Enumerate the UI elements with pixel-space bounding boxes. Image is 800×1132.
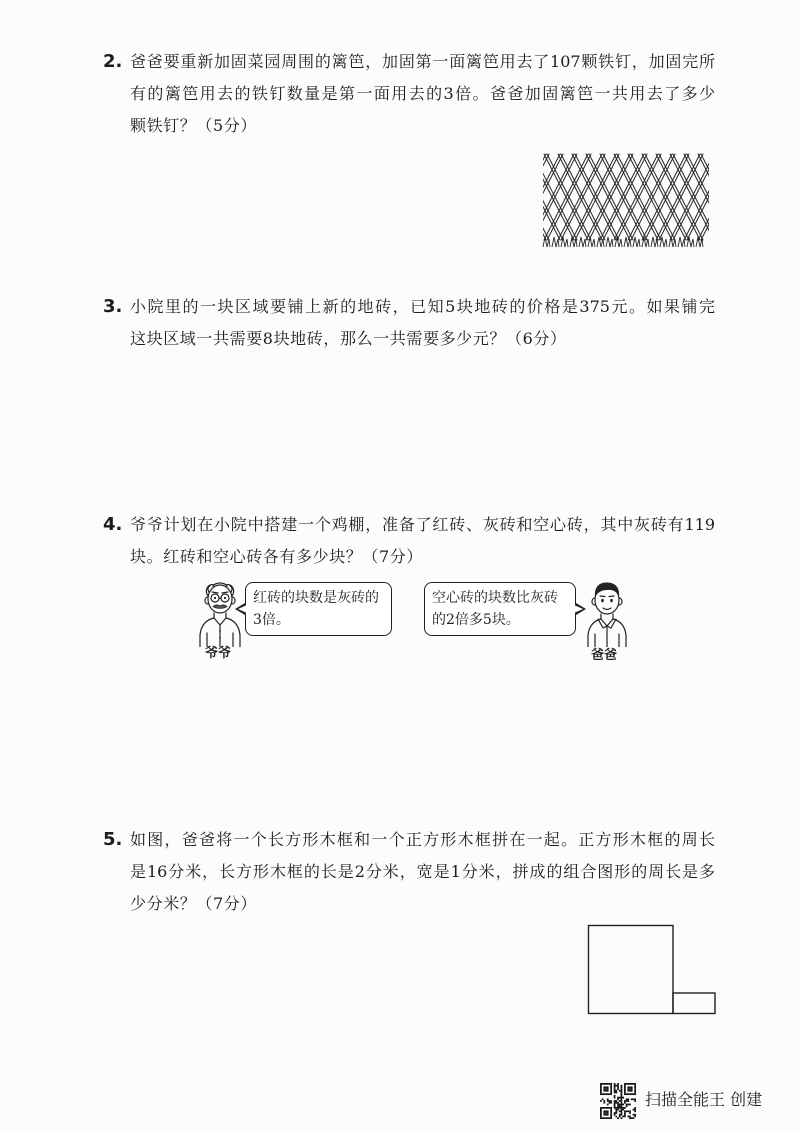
- question-4-number: 4.: [103, 514, 123, 535]
- dad-icon: [584, 577, 630, 647]
- question-5-line-1: 如图，爸爸将一个长方形木框和一个正方形木框拼在一起。正方形木框的周长: [130, 830, 715, 849]
- scanner-watermark-text: 扫描全能王 创建: [645, 1090, 763, 1109]
- rectangle-frame: [673, 993, 715, 1014]
- question-4-line-2: 块。红砖和空心砖各有多少块？（7分）: [130, 547, 423, 566]
- question-3-line-1: 小院里的一块区域要铺上新的地砖，已知5块地砖的价格是375元。如果铺完: [130, 297, 715, 316]
- question-2-line-2: 有的篱笆用去的铁钉数量是第一面用去的3倍。爸爸加固篱笆一共用去了多少: [130, 84, 715, 103]
- question-4-line-1: 爷爷计划在小院中搭建一个鸡棚，准备了红砖、灰砖和空心砖，其中灰砖有119: [130, 515, 715, 534]
- dad-label: 爸爸: [591, 648, 618, 663]
- dad-speech-line-1: 空心砖的块数比灰砖: [432, 590, 558, 606]
- question-3-text: [130, 291, 715, 355]
- question-4-text: [130, 509, 715, 573]
- fence-illustration-icon: [540, 148, 712, 248]
- question-5-number: 5.: [103, 829, 123, 850]
- question-2-number: 2.: [103, 51, 123, 72]
- question-2-line-1: 爸爸要重新加固菜园周围的篱笆，加固第一面篱笆用去了107颗铁钉，加固完所: [130, 52, 715, 71]
- dad-speech-line-2: 的2倍多5块。: [432, 612, 520, 628]
- question-5-text: [130, 824, 715, 920]
- question-3-line-2: 这块区域一共需要8块地砖，那么一共需要多少元？（6分）: [130, 329, 567, 348]
- question-3-number: 3.: [103, 296, 123, 317]
- grandpa-label: 爷爷: [205, 646, 232, 661]
- dad-speech-bubble: [424, 582, 576, 636]
- grandpa-speech-line-2: 3倍。: [253, 612, 290, 628]
- question-5-line-3: 少分米？（7分）: [130, 894, 257, 913]
- grandpa-speech-bubble: [245, 582, 392, 636]
- question-5-line-2: 是16分米，长方形木框的长是2分米，宽是1分米，拼成的组合图形的周长是多: [130, 862, 715, 881]
- square-frame: [589, 926, 674, 1014]
- grandpa-speech-line-1: 红砖的块数是灰砖的: [253, 590, 379, 606]
- combined-frame-figure: [585, 922, 720, 1018]
- question-2-line-3: 颗铁钉？（5分）: [130, 116, 257, 135]
- question-2-text: [130, 46, 715, 142]
- qr-code-icon: [600, 1083, 636, 1119]
